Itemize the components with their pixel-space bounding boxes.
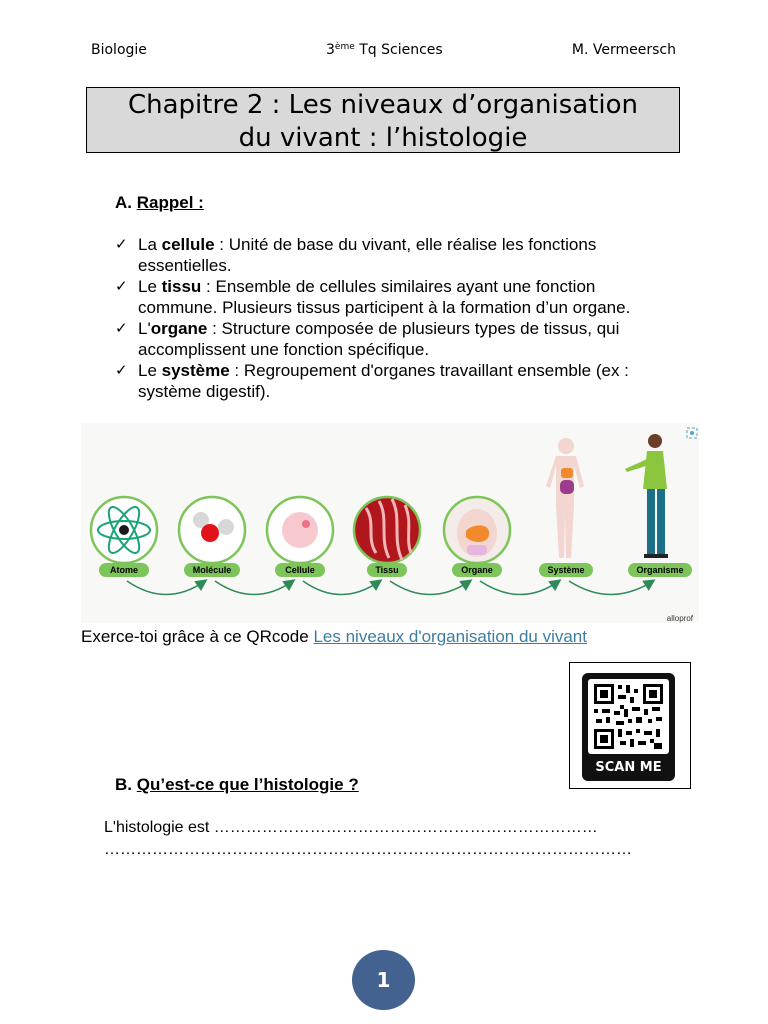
bullet-text: : Ensemble de cellules similaires ayant une fonction commune. Plusieurs tissus participent à la formation d’un organe. xyxy=(138,277,631,317)
qr-exercise-line xyxy=(81,627,587,647)
section-a-label: Rappel : xyxy=(136,193,204,212)
qr-exercise-link[interactable]: Les niveaux d'organisation du vivant xyxy=(313,627,587,646)
level-label-cellule: Cellule xyxy=(285,565,315,575)
list-item xyxy=(115,318,675,360)
bullet-term: système xyxy=(161,361,230,380)
section-b-label: Qu’est-ce que l’histologie ? xyxy=(136,775,359,794)
bullet-prefix: La xyxy=(138,235,162,254)
organisation-levels-figure xyxy=(81,423,699,623)
cellule-illustration xyxy=(267,497,333,563)
qr-code-icon xyxy=(588,679,669,754)
qr-code-card[interactable] xyxy=(582,673,675,781)
answer-area[interactable] xyxy=(104,817,684,861)
list-item xyxy=(115,234,675,276)
bullet-prefix: Le xyxy=(138,361,162,380)
header-class-number: 3 xyxy=(326,42,335,58)
section-a-letter: A. xyxy=(115,193,132,212)
checkmark-icon: ✓ xyxy=(115,319,128,337)
bullet-term: organe xyxy=(150,319,208,338)
expand-icon[interactable] xyxy=(687,428,697,438)
chapter-title-box xyxy=(86,87,680,153)
section-b-heading xyxy=(115,775,359,795)
list-item xyxy=(115,360,675,402)
level-label-tissu: Tissu xyxy=(375,565,399,575)
header-teacher: M. Vermeersch xyxy=(571,42,676,58)
definitions-list xyxy=(115,234,675,402)
section-a-heading xyxy=(115,193,204,213)
section-b-letter: B. xyxy=(115,775,132,794)
header-class-rest: Tq Sciences xyxy=(354,42,443,58)
bullet-term: cellule xyxy=(161,235,215,254)
checkmark-icon: ✓ xyxy=(115,277,128,295)
checkmark-icon: ✓ xyxy=(115,361,128,379)
chapter-title-line1: Chapitre 2 : Les niveaux d’organisation xyxy=(127,90,638,120)
level-label-organisme: Organisme xyxy=(636,565,684,575)
qr-scan-caption: SCAN ME xyxy=(595,760,662,775)
organisation-levels-illustration xyxy=(81,423,699,623)
header-class-suffix: ème xyxy=(334,42,355,52)
header-subject: Biologie xyxy=(91,42,147,58)
qr-code-frame xyxy=(569,662,691,789)
bullet-text: : Regroupement d'organes travaillant ensemble (ex : système digestif). xyxy=(138,361,629,401)
level-label-molecule: Molécule xyxy=(192,565,232,575)
tissu-illustration xyxy=(354,497,420,563)
level-arrows xyxy=(127,581,653,595)
header-class xyxy=(326,42,443,58)
systeme-illustration xyxy=(546,438,584,558)
figure-credit: alloprof xyxy=(666,614,693,623)
page-number-badge: 1 xyxy=(352,950,415,1010)
molecule-illustration xyxy=(179,497,245,563)
bullet-prefix: L' xyxy=(138,319,151,338)
answer-line1: L'histologie est ……………………………………………………………… xyxy=(104,819,598,836)
answer-line2: ……………………………………………………………………………………… xyxy=(104,841,632,858)
organe-illustration xyxy=(444,497,510,563)
organisme-illustration xyxy=(625,434,668,558)
qr-exercise-text: Exerce-toi grâce à ce QRcode xyxy=(81,627,314,646)
atome-illustration xyxy=(91,497,157,563)
bullet-prefix: Le xyxy=(138,277,162,296)
chapter-title-line2: du vivant : l’histologie xyxy=(238,123,528,153)
level-label-systeme: Système xyxy=(547,565,585,575)
level-label-organe: Organe xyxy=(461,565,493,575)
level-label-atome: Atome xyxy=(109,565,139,575)
bullet-text: : Structure composée de plusieurs types de tissus, qui accomplissent une fonction spécifique. xyxy=(138,319,620,359)
bullet-term: tissu xyxy=(161,277,202,296)
list-item xyxy=(115,276,675,318)
bullet-text: : Unité de base du vivant, elle réalise les fonctions essentielles. xyxy=(138,235,597,275)
checkmark-icon: ✓ xyxy=(115,235,128,253)
